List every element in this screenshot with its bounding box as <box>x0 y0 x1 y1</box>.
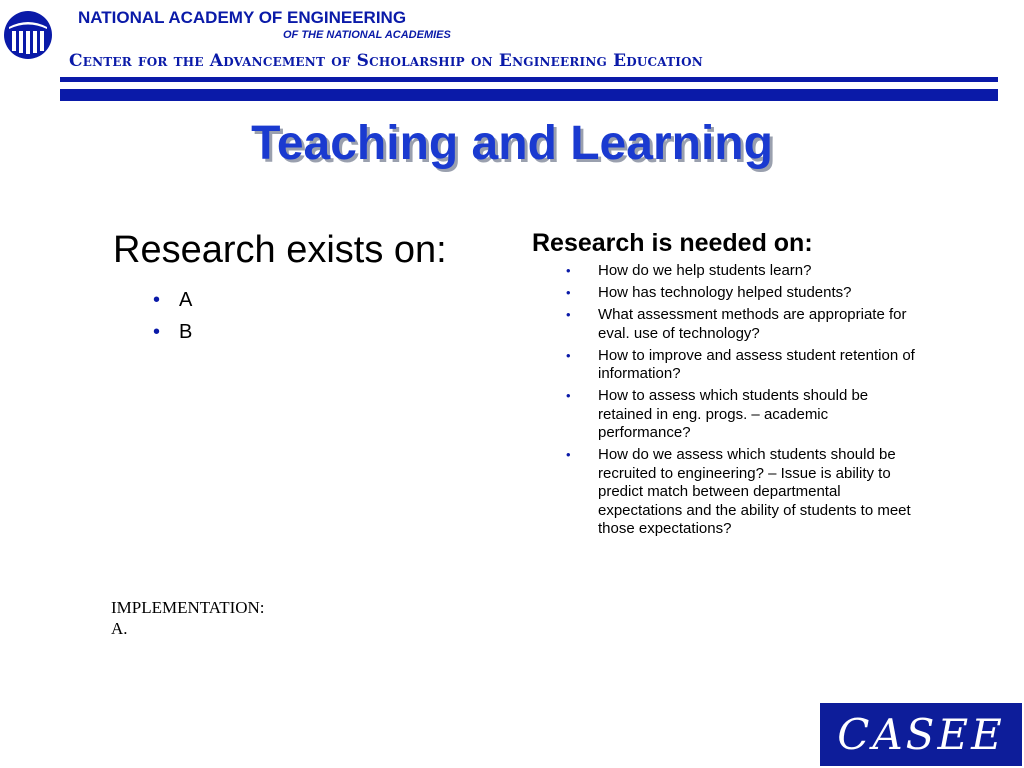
bullet-icon: • <box>566 388 571 403</box>
list-item-text: How do we help students learn? <box>598 262 812 279</box>
bullet-icon: • <box>566 347 571 363</box>
implementation-label: IMPLEMENTATION: <box>111 598 265 617</box>
bullet-icon: • <box>566 447 571 462</box>
org-name: NATIONAL ACADEMY OF ENGINEERING <box>78 8 407 27</box>
header-divider-thin <box>60 77 998 82</box>
list-item <box>566 347 918 384</box>
implementation-block <box>111 597 265 639</box>
bullet-icon: • <box>566 307 571 322</box>
bullet-icon: • <box>566 285 571 300</box>
list-item <box>566 262 918 281</box>
left-heading: Research exists on: <box>113 229 447 271</box>
center-name: Center for the Advancement of Scholarship on Engineering Education <box>69 51 703 71</box>
list-item <box>566 284 918 303</box>
bullet-icon: • <box>153 289 161 311</box>
list-item <box>566 306 918 343</box>
list-item-text: A <box>179 289 193 311</box>
implementation-item: A. <box>111 619 128 638</box>
list-item <box>153 284 192 316</box>
nae-logo-icon <box>3 9 53 61</box>
left-bullet-list <box>153 284 192 348</box>
list-item-text: How do we assess which students should be recruited to engineering? – Issue is ability to predict match between departmental expectations and the ability of students to meet those expectations? <box>598 446 911 537</box>
page-title: Teaching and Learning <box>251 117 773 170</box>
list-item-text: What assessment methods are appropriate for eval. use of technology? <box>598 306 907 342</box>
casee-logo-text: CASEE <box>837 710 1005 759</box>
org-subtitle: OF THE NATIONAL ACADEMIES <box>283 29 451 41</box>
bullet-icon: • <box>153 321 161 343</box>
casee-logo <box>820 703 1022 766</box>
right-bullet-list <box>566 262 918 542</box>
list-item-text: How to assess which students should be retained in eng. progs. – academic performance? <box>598 387 869 441</box>
list-item-text: How to improve and assess student retention of information? <box>598 346 915 382</box>
list-item <box>566 446 918 539</box>
list-item-text: How has technology helped students? <box>598 284 852 301</box>
bullet-icon: • <box>566 263 571 278</box>
header-divider-thick <box>60 89 998 101</box>
list-item-text: B <box>179 321 193 343</box>
right-heading: Research is needed on: <box>532 229 813 257</box>
list-item <box>153 316 192 348</box>
list-item <box>566 387 918 443</box>
